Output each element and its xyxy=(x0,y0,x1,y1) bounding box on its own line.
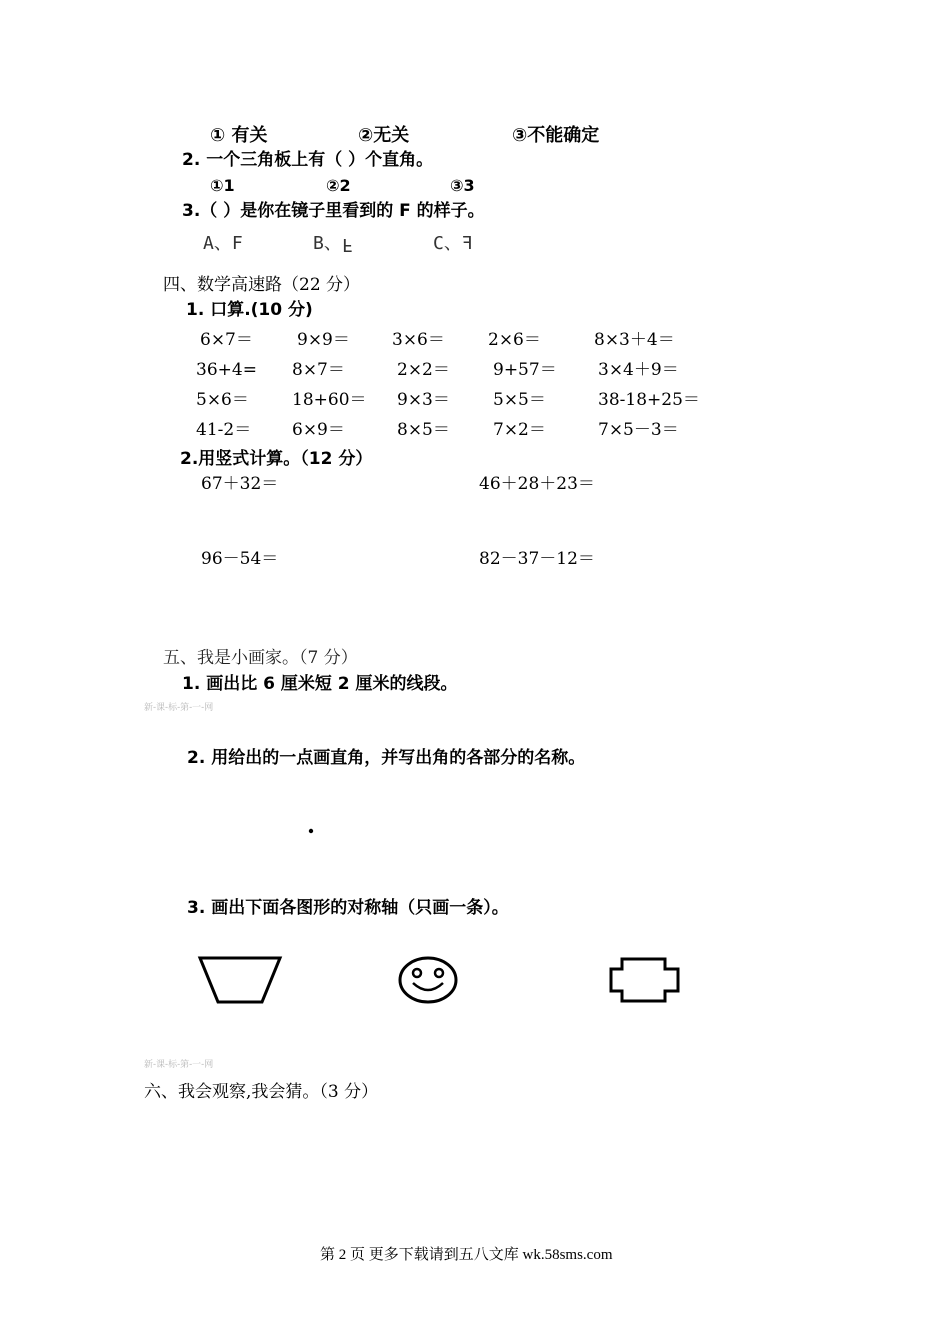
right-angle-option-2: ②2 xyxy=(326,176,351,195)
oral-problem: 3×6＝ xyxy=(392,330,445,350)
section-4-title: 四、数学高速路（22 分） xyxy=(163,275,361,295)
trapezoid-shape xyxy=(195,954,285,1006)
mirror-option-b-prefix: B、 xyxy=(313,233,342,254)
oral-problem: 9×3＝ xyxy=(397,390,450,410)
vertical-problem: 67＋32＝ xyxy=(201,474,279,494)
mirror-option-c xyxy=(433,235,473,253)
smiley-face-shape xyxy=(397,955,461,1007)
oral-problem: 8×7＝ xyxy=(292,360,345,380)
oral-problem: 41-2＝ xyxy=(196,420,252,440)
question-right-angle: 2. 一个三角板上有（ ）个直角。 xyxy=(182,150,434,170)
oral-problem: 8×3＋4＝ xyxy=(594,330,675,350)
option-related: ① 有关 xyxy=(210,125,268,146)
option-unrelated: ②无关 xyxy=(358,125,410,146)
draw-right-angle-question: 2. 用给出的一点画直角，并写出角的各部分的名称。 xyxy=(187,748,586,768)
section-6-title: 六、我会观察,我会猜。（3 分） xyxy=(144,1082,379,1102)
oral-problem: 38-18+25＝ xyxy=(598,390,700,410)
mirror-option-b xyxy=(313,235,353,253)
mirror-option-b-glyph: F xyxy=(341,234,353,255)
oral-problem: 7×5－3＝ xyxy=(598,420,679,440)
oral-problem: 5×6＝ xyxy=(196,390,249,410)
oral-problem: 8×5＝ xyxy=(397,420,450,440)
oral-problem: 3×4＋9＝ xyxy=(598,360,679,380)
mirror-option-a-prefix: A、 xyxy=(203,233,232,254)
mirror-option-c-prefix: C、 xyxy=(433,233,462,254)
watermark: 新-课-标-第-一-网 xyxy=(144,1060,214,1070)
oral-problem: 7×2＝ xyxy=(493,420,546,440)
section-5-title: 五、我是小画家。（7 分） xyxy=(163,648,358,668)
smiley-face-outline xyxy=(400,958,456,1002)
trapezoid-outline xyxy=(200,958,280,1002)
oral-calc-heading: 1. 口算.(10 分) xyxy=(186,300,313,320)
draw-segment-question: 1. 画出比 6 厘米短 2 厘米的线段。 xyxy=(182,674,458,694)
right-angle-option-3: ③3 xyxy=(450,176,475,195)
given-point xyxy=(308,828,314,834)
oral-problem: 36+4= xyxy=(196,360,257,380)
vertical-problem: 96－54＝ xyxy=(201,549,279,569)
cross-outline xyxy=(611,959,678,1001)
vertical-calc-heading: 2.用竖式计算。（12 分） xyxy=(180,449,373,469)
vertical-problem: 82－37－12＝ xyxy=(479,549,595,569)
smiley-right-eye xyxy=(435,969,443,977)
smiley-left-eye xyxy=(413,969,421,977)
watermark: 新-课-标-第-一-网 xyxy=(144,703,214,713)
oral-problem: 9×9＝ xyxy=(297,330,350,350)
mirror-option-a xyxy=(203,235,243,253)
oral-problem: 5×5＝ xyxy=(493,390,546,410)
oral-problem: 6×7＝ xyxy=(200,330,253,350)
oral-problem: 9+57＝ xyxy=(493,360,557,380)
page-footer: 第 2 页 更多下载请到五八文库 wk.58sms.com xyxy=(320,1247,613,1263)
right-angle-option-1: ①1 xyxy=(210,176,235,195)
cross-shape xyxy=(607,955,683,1007)
mirror-option-c-glyph: F xyxy=(461,233,473,254)
oral-problem: 2×6＝ xyxy=(488,330,541,350)
oral-problem: 6×9＝ xyxy=(292,420,345,440)
oral-problem: 18+60＝ xyxy=(292,390,367,410)
question-mirror: 3.（ ）是你在镜子里看到的 F 的样子。 xyxy=(182,201,485,221)
symmetry-axis-question: 3. 画出下面各图形的对称轴（只画一条）。 xyxy=(187,898,509,918)
option-uncertain: ③不能确定 xyxy=(512,125,600,146)
oral-problem: 2×2＝ xyxy=(397,360,450,380)
smiley-mouth xyxy=(413,983,443,990)
vertical-problem: 46＋28＋23＝ xyxy=(479,474,595,494)
given-point-dot xyxy=(309,829,313,833)
mirror-option-a-glyph: F xyxy=(231,233,243,254)
